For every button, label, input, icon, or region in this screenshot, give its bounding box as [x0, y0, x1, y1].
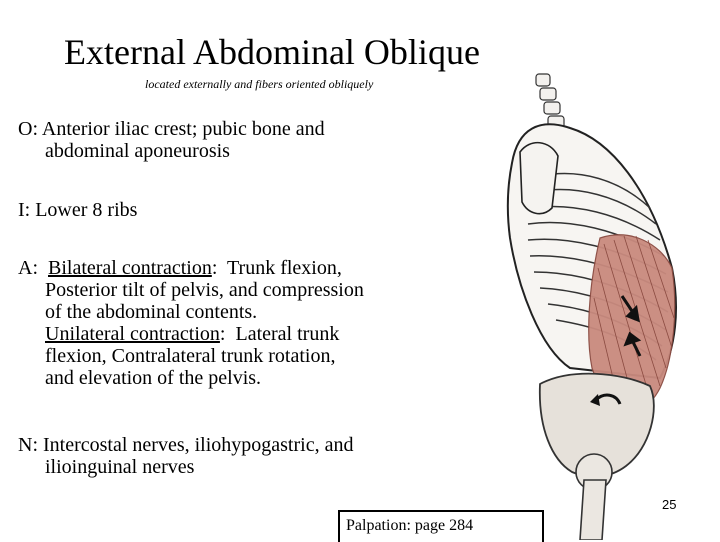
scapula-icon [520, 143, 558, 214]
nerve-section [18, 434, 518, 478]
action-line-1 [18, 257, 518, 279]
action-prefix: A: [18, 257, 48, 279]
origin-line-1: O: Anterior iliac crest; pubic bone and [18, 118, 325, 140]
nerve-line-1: N: Intercostal nerves, iliohypogastric, and [18, 434, 354, 456]
origin-section [18, 118, 518, 162]
action-line-2: Posterior tilt of pelvis, and compression [45, 279, 364, 301]
nerve-line-2: ilioinguinal nerves [45, 456, 195, 478]
action-line-3: of the abdominal contents. [45, 301, 258, 323]
page-number: 25 [662, 497, 677, 512]
slide-title: External Abdominal Oblique [64, 32, 480, 72]
torso-muscle-anatomy-icon [500, 68, 686, 540]
insertion-line-1: I: Lower 8 ribs [18, 199, 138, 221]
palpation-reference-box: Palpation: page 284 [338, 510, 544, 542]
action-line-4 [18, 323, 518, 345]
femur-icon [576, 454, 612, 540]
action-line-5: flexion, Contralateral trunk rotation, [45, 345, 336, 367]
bilateral-contraction-label: Bilateral contraction [48, 257, 212, 279]
bilateral-contraction-text: : Trunk flexion, [211, 257, 342, 279]
origin-line-2: abdominal aponeurosis [45, 140, 230, 162]
unilateral-contraction-text: : Lateral trunk [219, 323, 340, 345]
insertion-section [18, 199, 518, 221]
unilateral-contraction-label: Unilateral contraction [45, 323, 220, 345]
action-section [18, 257, 518, 389]
slide-subtitle: located externally and fibers oriented obliquely [145, 77, 374, 91]
action-line-6: and elevation of the pelvis. [45, 367, 262, 389]
